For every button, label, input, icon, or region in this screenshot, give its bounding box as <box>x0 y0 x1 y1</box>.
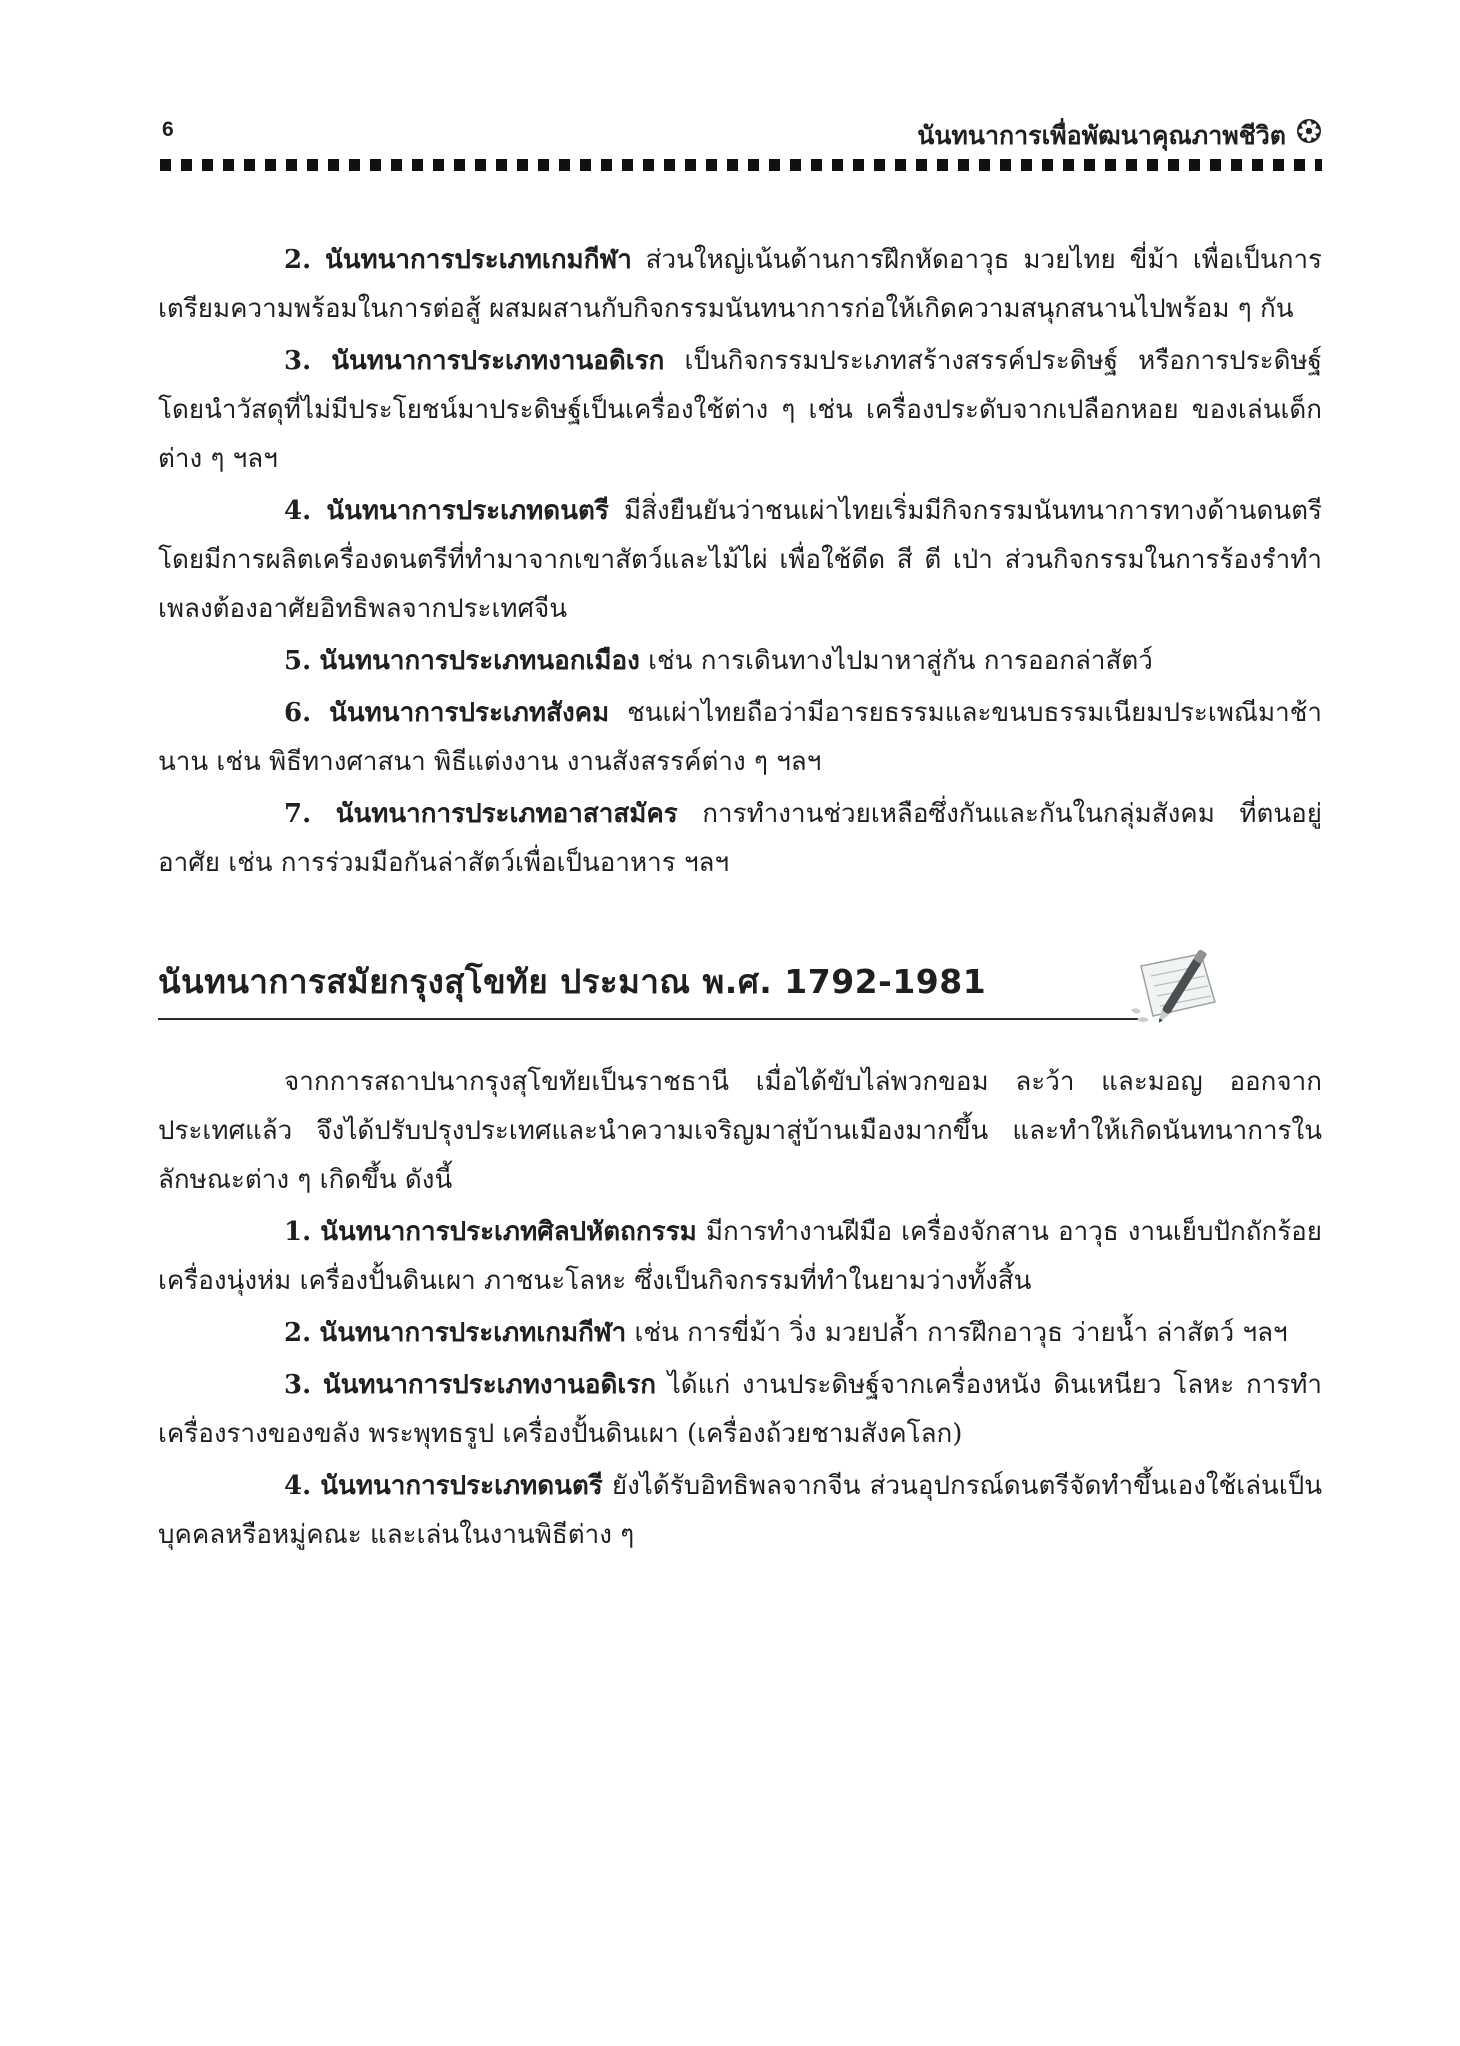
item-number: 4. <box>284 496 312 526</box>
header-dotted-rule <box>160 159 1322 171</box>
item-text: เป็นกิจกรรมประเภทสร้างสรรค์ประดิษฐ์ หรือการประดิษฐ์ โดยนำวัสดุที่ไม่มีประโยชน์มาประดิษฐ์เป็นเครื่องใช้ต่าง ๆ เช่น เครื่องประดับจากเปลือกหอย ของเล่นเด็กต่าง ๆ ฯลฯ <box>158 346 1323 474</box>
section2-body <box>158 1058 1322 1560</box>
item-title: นันทนาการประเภทศิลปหัตถกรรม <box>320 1217 697 1247</box>
list-item <box>158 487 1322 634</box>
list-item <box>158 1361 1322 1459</box>
item-number: 7. <box>284 799 312 829</box>
section-intro: จากการสถาปนากรุงสุโขทัยเป็นราชธานี เมื่อได้ขับไล่พวกขอม ละว้า และมอญ ออกจากประเทศแล้ว จึงได้ปรับปรุงประเทศและนำความเจริญมาสู่บ้านเมืองมากขึ้น และทำให้เกิดนันทนาการในลักษณะต่าง ๆ เกิดขึ้น ดังนี้ <box>158 1067 1322 1195</box>
section-heading <box>158 936 1322 1020</box>
item-number: 2. <box>284 245 312 275</box>
item-text: เช่น การขี่ม้า วิ่ง มวยปล้ำ การฝึกอาวุธ ว่ายน้ำ ล่าสัตว์ ฯลฯ <box>634 1318 1288 1348</box>
list-item <box>158 790 1322 888</box>
item-number: 6. <box>284 698 312 728</box>
list-item <box>158 1208 1322 1306</box>
item-title: นันทนาการประเภทอาสาสมัคร <box>335 799 678 829</box>
item-text: ยังได้รับอิทธิพลจากจีน ส่วนอุปกรณ์ดนตรีจัดทำขึ้นเองใช้เล่นเป็นบุคคลหรือหมู่คณะ และเล่นในงานพิธีต่าง ๆ <box>158 1471 1322 1550</box>
item-text: ได้แก่ งานประดิษฐ์จากเครื่องหนัง ดินเหนียว โลหะ การทำเครื่องรางของขลัง พระพุทธรูป เครื่องปั้นดินเผา (เครื่องถ้วยชามสังคโลก) <box>158 1370 1322 1449</box>
item-text: มีการทำงานฝีมือ เครื่องจักสาน อาวุธ งานเย็บปักถักร้อย เครื่องนุ่งห่ม เครื่องปั้นดินเผา ภาชนะโลหะ ซึ่งเป็นกิจกรรมที่ทำในยามว่างทั้งสิ้น <box>158 1217 1323 1296</box>
item-text: มีสิ่งยืนยันว่าชนเผ่าไทยเริ่มมีกิจกรรมนันทนาการทางด้านดนตรี โดยมีการผลิตเครื่องดนตรีที่ทำมาจากเขาสัตว์และไม้ไผ่ เพื่อใช้ดีด สี ตี เป่า ส่วนกิจกรรมในการร้องรำทำเพลงต้องอาศัยอิทธิพลจากประเทศจีน <box>158 496 1323 624</box>
item-text: ชนเผ่าไทยถือว่ามีอารยธรรมและขนบธรรมเนียมประเพณีมาช้านาน เช่น พิธีทางศาสนา พิธีแต่งงาน งานสังสรรค์ต่าง ๆ ฯลฯ <box>158 698 1323 777</box>
flower-icon <box>1296 118 1322 144</box>
page-body <box>158 236 1322 1563</box>
item-number: 2. <box>284 1318 312 1348</box>
section-heading-text: นันทนาการสมัยกรุงสุโขทัย ประมาณ พ.ศ. 1792-1981 <box>158 962 987 1001</box>
section1-list <box>158 236 1322 888</box>
page-header <box>160 118 1322 152</box>
list-item <box>158 637 1322 686</box>
list-item <box>158 1309 1322 1358</box>
item-title: นันทนาการประเภทสังคม <box>329 698 610 728</box>
item-title: นันทนาการประเภทเกมกีฬา <box>319 1318 627 1348</box>
item-text: ส่วนใหญ่เน้นด้านการฝึกหัดอาวุธ มวยไทย ขี่ม้า เพื่อเป็นการเตรียมความพร้อมในการต่อสู้ ผสมผสานกับกิจกรรมนันทนาการก่อให้เกิดความสนุกสนานไปพร้อม ๆ กัน <box>158 245 1323 324</box>
item-number: 4. <box>284 1471 312 1501</box>
item-number: 1. <box>284 1217 312 1247</box>
running-title: นันทนาการเพื่อพัฒนาคุณภาพชีวิต <box>917 121 1286 150</box>
item-text: การทำงานช่วยเหลือซึ่งกันและกันในกลุ่มสังคม ที่ตนอยู่อาศัย เช่น การร่วมมือกันล่าสัตว์เพื่อเป็นอาหาร ฯลฯ <box>158 799 1323 878</box>
heading-underline <box>158 1018 1138 1020</box>
item-number: 5. <box>284 646 312 676</box>
list-item <box>158 236 1322 334</box>
item-number: 3. <box>284 1370 312 1400</box>
item-title: นันทนาการประเภทนอกเมือง <box>319 646 640 676</box>
item-title: นันทนาการประเภทงานอดิเรก <box>331 346 665 376</box>
list-item <box>158 1462 1322 1560</box>
list-item <box>158 689 1322 787</box>
item-text: เช่น การเดินทางไปมาหาสู่กัน การออกล่าสัตว์ <box>648 646 1153 676</box>
item-title: นันทนาการประเภทดนตรี <box>326 496 609 526</box>
list-item <box>158 337 1322 484</box>
pen-paper-icon <box>1123 936 1233 1028</box>
page-number: 6 <box>162 118 174 141</box>
item-number: 3. <box>284 346 312 376</box>
item-title: นันทนาการประเภทงานอดิเรก <box>322 1370 656 1400</box>
item-title: นันทนาการประเภทดนตรี <box>320 1471 603 1501</box>
item-title: นันทนาการประเภทเกมกีฬา <box>324 245 632 275</box>
